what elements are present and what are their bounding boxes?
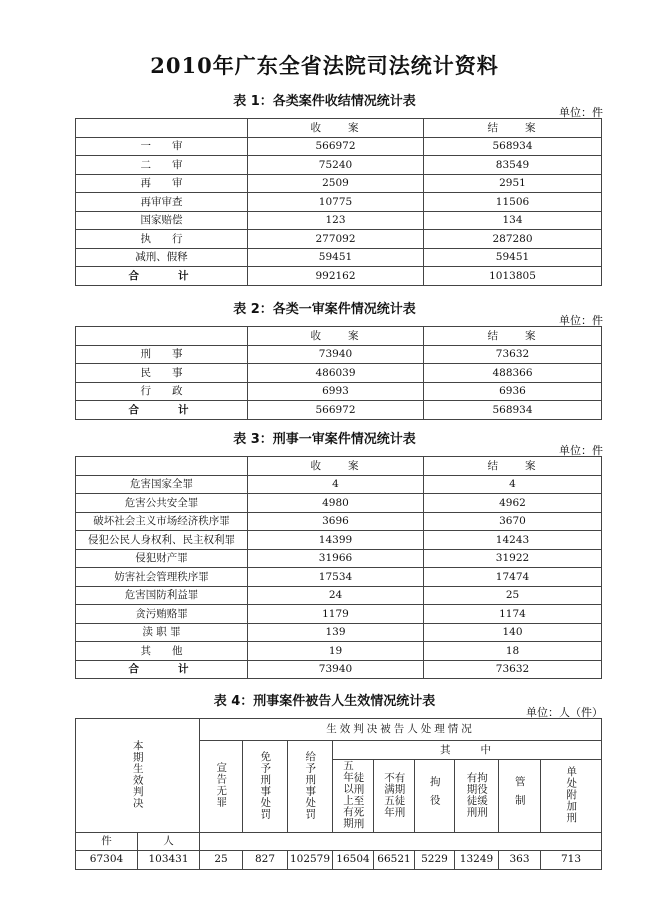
header-control: [499, 760, 541, 833]
table-row: [76, 642, 602, 661]
row-label: 减刑、假释: [76, 248, 248, 267]
cell-closed: 4962: [424, 494, 602, 513]
page-title: 2010年广东全省法院司法统计资料: [150, 53, 499, 78]
cell-closed: 3670: [424, 512, 602, 531]
table3: [75, 456, 602, 679]
cell-closed: 17474: [424, 568, 602, 587]
cell-under5: 66521: [374, 850, 415, 869]
table-header-row: [76, 119, 602, 138]
header-over5: [333, 760, 374, 833]
cell-received: 75240: [248, 156, 424, 175]
cell-detention: 5229: [415, 850, 455, 869]
cell-closed: 25: [424, 586, 602, 605]
header-detention: [415, 760, 455, 833]
cell-closed: 59451: [424, 248, 602, 267]
row-label: 危害公共安全罪: [76, 494, 248, 513]
header-under5-b: 有期徒刑: [393, 771, 406, 818]
table-row: [76, 512, 602, 531]
header-probation: [455, 760, 499, 833]
table-header-row: [76, 327, 602, 346]
table-row: [76, 382, 602, 401]
total-closed: 73632: [424, 660, 602, 679]
header-punished: [288, 741, 333, 833]
table-row: [76, 494, 602, 513]
cell-received: 10775: [248, 193, 424, 212]
row-label: 侵犯公民人身权利、民主权利罪: [76, 531, 248, 550]
cell-received: 17534: [248, 568, 424, 587]
cell-closed: 11506: [424, 193, 602, 212]
table-header-row: [76, 457, 602, 476]
header-received: 收 案: [248, 119, 424, 138]
total-label: 合 计: [76, 401, 248, 420]
header-closed: 结 案: [424, 457, 602, 476]
table-row: [76, 230, 602, 249]
table-row: [76, 211, 602, 230]
table4-unit: 单位：人（件）: [526, 706, 603, 719]
total-label: 合 计: [76, 660, 248, 679]
cell-closed: 488366: [424, 364, 602, 383]
header-over5-b: 徒刑至死刑: [352, 771, 365, 829]
cell-received: 123: [248, 211, 424, 230]
table-row: [76, 156, 602, 175]
cell-closed: 2951: [424, 174, 602, 193]
row-label: 破坏社会主义市场经济秩序罪: [76, 512, 248, 531]
total-received: 566972: [248, 401, 424, 420]
cell-exempt: 827: [243, 850, 288, 869]
cell-person: 103431: [138, 850, 200, 869]
total-closed: 1013805: [424, 267, 602, 286]
header-additional-text: 单处附加刑: [565, 765, 578, 824]
cell-received: 3696: [248, 512, 424, 531]
cell-received: 1179: [248, 605, 424, 624]
table-total-row: [76, 267, 602, 286]
table1: [75, 118, 602, 286]
row-label: 执 行: [76, 230, 248, 249]
table-row: [76, 137, 602, 156]
row-label: 行 政: [76, 382, 248, 401]
header-probation-b: 拘役缓刑: [476, 771, 488, 818]
cell-closed: 14243: [424, 531, 602, 550]
cell-received: 4980: [248, 494, 424, 513]
row-label: 危害国防利益罪: [76, 586, 248, 605]
table-row: [76, 605, 602, 624]
table2-title: 表 2：各类一审案件情况统计表: [233, 302, 416, 317]
table3-unit: 单位：件: [559, 444, 603, 457]
cell-received: 24: [248, 586, 424, 605]
table-total-row: [76, 401, 602, 420]
cell-over5: 16504: [333, 850, 374, 869]
table-row: [76, 248, 602, 267]
table-row: [76, 174, 602, 193]
table4: [75, 718, 602, 870]
row-label: 渎 职 罪: [76, 623, 248, 642]
header-blank: [76, 119, 248, 138]
row-label: 危害国家全罪: [76, 475, 248, 494]
cell-received: 6993: [248, 382, 424, 401]
cell-innocent: 25: [200, 850, 243, 869]
cell-piece: 67304: [76, 850, 138, 869]
cell-received: 14399: [248, 531, 424, 550]
header-control-text: 管制: [513, 776, 526, 813]
header-effective-judgment: [76, 719, 200, 833]
header-among: 其 中: [333, 741, 602, 760]
header-received: 收 案: [248, 327, 424, 346]
header-exempt: [243, 741, 288, 833]
row-label: 一 审: [76, 137, 248, 156]
header-piece: 件: [76, 832, 138, 850]
row-label: 刑 事: [76, 345, 248, 364]
cell-received: 4: [248, 475, 424, 494]
header-additional: [541, 760, 602, 833]
row-label: 妨害社会管理秩序罪: [76, 568, 248, 587]
row-label: 二 审: [76, 156, 248, 175]
cell-closed: 287280: [424, 230, 602, 249]
header-under5-a: 不满五年: [383, 771, 395, 818]
cell-additional: 713: [541, 850, 602, 869]
cell-received: 19: [248, 642, 424, 661]
row-label: 侵犯财产罪: [76, 549, 248, 568]
cell-closed: 134: [424, 211, 602, 230]
total-closed: 568934: [424, 401, 602, 420]
cell-received: 277092: [248, 230, 424, 249]
table2: [75, 326, 602, 420]
header-closed: 结 案: [424, 327, 602, 346]
cell-received: 2509: [248, 174, 424, 193]
table-row: [76, 475, 602, 494]
header-exempt-text: 免予刑事处罚: [259, 750, 272, 820]
table-row: [76, 586, 602, 605]
table-row: [76, 364, 602, 383]
header-treatment: 生效判决被告人处理情况: [200, 719, 602, 741]
header-innocent-text: 宣告无罪: [215, 762, 228, 808]
header-blank: [76, 327, 248, 346]
header-effective-judgment-text: 本期生效判决: [131, 739, 144, 809]
header-person: 人: [138, 832, 200, 850]
table1-unit: 单位：件: [559, 106, 603, 119]
table-row: [76, 850, 602, 869]
cell-closed: 18: [424, 642, 602, 661]
total-label: 合 计: [76, 267, 248, 286]
cell-closed: 568934: [424, 137, 602, 156]
cell-closed: 140: [424, 623, 602, 642]
cell-closed: 4: [424, 475, 602, 494]
header-over5-a: 五年以上有期: [342, 760, 354, 829]
row-label: 民 事: [76, 364, 248, 383]
row-label: 再审审查: [76, 193, 248, 212]
table4-title: 表 4：刑事案件被告人生效情况统计表: [213, 694, 436, 709]
row-label: 其 他: [76, 642, 248, 661]
row-label: 国家赔偿: [76, 211, 248, 230]
table1-title: 表 1：各类案件收结情况统计表: [233, 94, 416, 109]
cell-probation: 13249: [455, 850, 499, 869]
cell-closed: 31922: [424, 549, 602, 568]
cell-received: 139: [248, 623, 424, 642]
header-probation-a: 有期徒刑: [465, 771, 478, 818]
total-received: 992162: [248, 267, 424, 286]
header-received: 收 案: [248, 457, 424, 476]
cell-received: 73940: [248, 345, 424, 364]
table-row: [76, 549, 602, 568]
table3-title: 表 3：刑事一审案件情况统计表: [233, 432, 416, 447]
cell-control: 363: [499, 850, 541, 869]
table-row: [76, 623, 602, 642]
table-total-row: [76, 660, 602, 679]
row-label: 贪污贿赂罪: [76, 605, 248, 624]
header-spacer: [200, 832, 602, 850]
header-under5: [374, 760, 415, 833]
cell-received: 31966: [248, 549, 424, 568]
cell-received: 486039: [248, 364, 424, 383]
cell-punished: 102579: [288, 850, 333, 869]
table-row: [76, 568, 602, 587]
table-row: [76, 193, 602, 212]
table-row: [76, 345, 602, 364]
header-closed: 结 案: [424, 119, 602, 138]
row-label: 再 审: [76, 174, 248, 193]
cell-closed: 1174: [424, 605, 602, 624]
cell-closed: 6936: [424, 382, 602, 401]
header-innocent: [200, 741, 243, 833]
table-row: [76, 531, 602, 550]
cell-closed: 73632: [424, 345, 602, 364]
table2-unit: 单位：件: [559, 314, 603, 327]
cell-received: 566972: [248, 137, 424, 156]
cell-received: 59451: [248, 248, 424, 267]
header-detention-text: 拘役: [428, 776, 441, 813]
total-received: 73940: [248, 660, 424, 679]
cell-closed: 83549: [424, 156, 602, 175]
header-blank: [76, 457, 248, 476]
header-punished-text: 给予刑事处罚: [304, 750, 317, 820]
